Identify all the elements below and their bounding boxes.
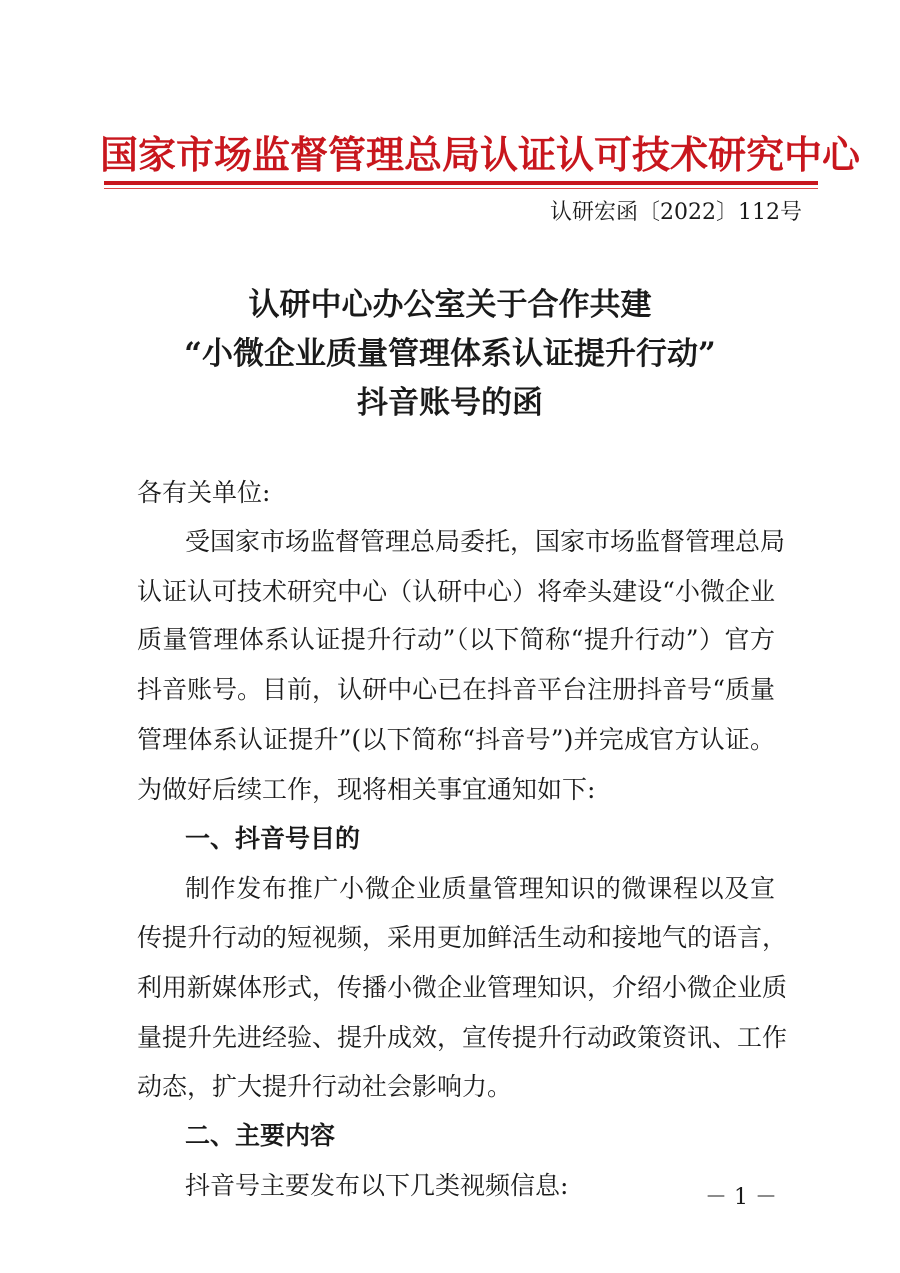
paragraph-line: 管理体系认证提升”(以下简称“抖音号”)并完成官方认证。 [137,725,775,754]
paragraph-line: 受国家市场监督管理总局委托，国家市场监督管理总局 [185,527,786,556]
section-heading-content: 二、主要内容 [185,1121,336,1150]
paragraph-line: 制作发布推广小微企业质量管理知识的微课程以及宣 [185,874,775,903]
paragraph-line: 利用新媒体形式，传播小微企业管理知识，介绍小微企业质 [137,973,788,1002]
paragraph-line: 认证认可技术研究中心（认研中心）将牵头建设“小微企业 [137,577,775,606]
red-header-thin-rule [104,188,818,189]
title-line-2: “小微企业质量管理体系认证提升行动” [184,336,716,372]
paragraph-line: 抖音账号。目前，认研中心已在抖音平台注册抖音号“质量 [137,675,775,704]
section-heading-purpose: 一、抖音号目的 [185,824,361,853]
paragraph-line: 动态，扩大提升行动社会影响力。 [137,1072,513,1101]
paragraph-line: 抖音号主要发布以下几类视频信息: [185,1171,569,1200]
paragraph-line: 量提升先进经验、提升成效，宣传提升行动政策资讯、工作 [137,1023,788,1052]
salutation: 各有关单位: [137,478,271,507]
document-number: 认研宏函〔2022〕112号 [550,200,802,225]
paragraph-line: 传提升行动的短视频，采用更加鲜活生动和接地气的语言， [137,923,788,952]
paragraph-line: 为做好后续工作，现将相关事宜通知如下: [137,775,596,804]
page-number: － 1 － [705,1185,777,1210]
title-line-1: 认研中心办公室关于合作共建 [248,287,652,323]
paragraph-line: 质量管理体系认证提升行动”（以下简称“提升行动”）官方 [137,625,775,654]
title-line-3: 抖音账号的函 [357,385,543,421]
red-header-rule [104,181,818,185]
issuing-organization-header: 国家市场监督管理总局认证认可技术研究中心 [100,133,861,177]
